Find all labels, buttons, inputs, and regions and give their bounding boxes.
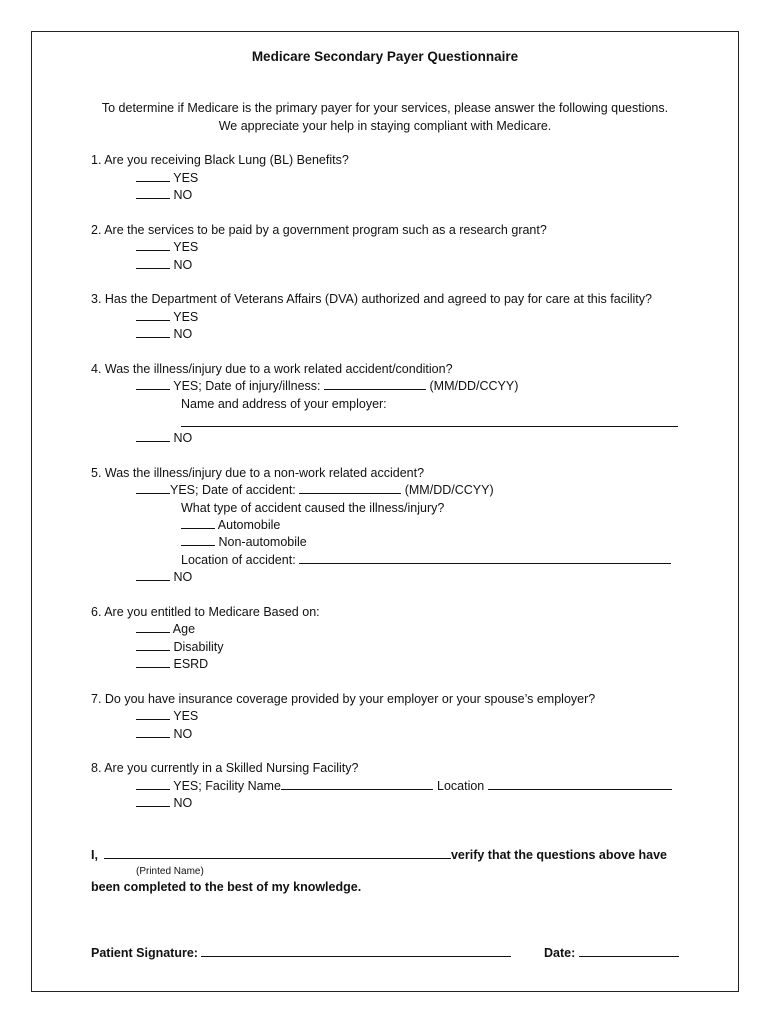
printed-name-field[interactable]: [104, 847, 451, 859]
q6-esrd-label: ESRD: [173, 657, 209, 671]
q5-location-row[interactable]: [181, 552, 671, 568]
question-5: 5. Was the illness/injury due to a non-work related accident?: [91, 466, 425, 480]
q8-yes-option[interactable]: [136, 778, 433, 794]
q1-no-option[interactable]: [136, 187, 192, 203]
q4-employer-label: Name and address of your employer:: [181, 397, 387, 411]
q1-yes-option[interactable]: [136, 170, 198, 186]
q7-yes-label: YES: [173, 709, 199, 723]
patient-signature-label: Patient Signature:: [91, 946, 198, 960]
q2-yes-blank[interactable]: [136, 239, 170, 251]
verify-statement[interactable]: [91, 847, 667, 863]
date-row[interactable]: [544, 945, 679, 961]
q6-age-option[interactable]: [136, 621, 195, 637]
q5-auto-blank[interactable]: [181, 517, 215, 529]
q3-no-label: NO: [173, 327, 193, 341]
q4-yes-label: YES; Date of injury/illness:: [173, 379, 321, 393]
verify-statement-line-2: been completed to the best of my knowledge.: [91, 880, 362, 894]
q3-no-blank[interactable]: [136, 326, 170, 338]
patient-signature-field[interactable]: [201, 945, 511, 957]
q8-no-label: NO: [173, 796, 193, 810]
q6-age-blank[interactable]: [136, 621, 170, 633]
q5-auto-label: Automobile: [217, 518, 281, 532]
q2-no-blank[interactable]: [136, 257, 170, 269]
q6-esrd-option[interactable]: [136, 656, 208, 672]
q3-yes-label: YES: [173, 310, 199, 324]
question-8: 8. Are you currently in a Skilled Nursing Facility?: [91, 761, 359, 775]
q7-yes-blank[interactable]: [136, 708, 170, 720]
q2-yes-option[interactable]: [136, 239, 198, 255]
question-3: 3. Has the Department of Veterans Affairs (DVA) authorized and agreed to pay for care at this facility?: [91, 292, 652, 306]
q5-non-auto-blank[interactable]: [181, 534, 215, 546]
q5-non-auto-label: Non-automobile: [218, 535, 307, 549]
q7-no-option[interactable]: [136, 726, 192, 742]
q1-yes-label: YES: [173, 171, 199, 185]
date-field[interactable]: [579, 945, 679, 957]
q4-no-blank[interactable]: [136, 430, 170, 442]
question-2: 2. Are the services to be paid by a government program such as a research grant?: [91, 223, 547, 237]
question-1: 1. Are you receiving Black Lung (BL) Benefits?: [91, 153, 349, 167]
date-label: Date:: [544, 946, 576, 960]
intro-text-line-1: To determine if Medicare is the primary payer for your services, please answer the following questions.: [101, 101, 669, 115]
q3-no-option[interactable]: [136, 326, 192, 342]
question-6: 6. Are you entitled to Medicare Based on:: [91, 605, 320, 619]
q6-disability-option[interactable]: [136, 639, 224, 655]
q7-no-label: NO: [173, 727, 193, 741]
printed-name-caption: (Printed Name): [136, 866, 204, 877]
q7-yes-option[interactable]: [136, 708, 198, 724]
page-title: Medicare Secondary Payer Questionnaire: [251, 49, 519, 64]
q6-disability-blank[interactable]: [136, 639, 170, 651]
q8-location-label: Location: [437, 779, 485, 793]
q2-no-option[interactable]: [136, 257, 192, 273]
q6-esrd-blank[interactable]: [136, 656, 170, 668]
question-7: 7. Do you have insurance coverage provided by your employer or your spouse’s employer?: [91, 692, 596, 706]
q4-no-option[interactable]: [136, 430, 192, 446]
q4-no-label: NO: [173, 431, 193, 445]
q5-non-auto-option[interactable]: [181, 534, 307, 550]
q5-no-blank[interactable]: [136, 569, 170, 581]
q5-yes-label: YES; Date of accident:: [170, 483, 296, 497]
q7-no-blank[interactable]: [136, 726, 170, 738]
q4-yes-option[interactable]: [136, 378, 518, 394]
q5-type-question: What type of accident caused the illness/injury?: [181, 501, 445, 515]
q8-no-blank[interactable]: [136, 795, 170, 807]
q5-no-option[interactable]: [136, 569, 192, 585]
q5-auto-option[interactable]: [181, 517, 280, 533]
intro-text-line-2: We appreciate your help in staying compliant with Medicare.: [218, 119, 552, 133]
q4-yes-blank[interactable]: [136, 378, 170, 390]
q2-yes-label: YES: [173, 240, 199, 254]
q4-employer-field[interactable]: [181, 426, 678, 427]
q8-no-option[interactable]: [136, 795, 192, 811]
q5-date-format: (MM/DD/CCYY): [404, 483, 494, 497]
verify-suffix: verify that the questions above have: [450, 848, 667, 862]
verify-prefix: I,: [91, 848, 98, 862]
q6-age-label: Age: [172, 622, 196, 636]
patient-signature-row[interactable]: [91, 945, 511, 961]
q5-date-field[interactable]: [299, 482, 401, 494]
q8-yes-blank[interactable]: [136, 778, 170, 790]
q5-location-label: Location of accident:: [181, 553, 296, 567]
q1-no-blank[interactable]: [136, 187, 170, 199]
q2-no-label: NO: [173, 258, 193, 272]
q8-facility-name-field[interactable]: [281, 778, 433, 790]
q1-yes-blank[interactable]: [136, 170, 170, 182]
q8-location-field[interactable]: [488, 778, 672, 790]
q4-date-format: (MM/DD/CCYY): [429, 379, 519, 393]
q5-no-label: NO: [173, 570, 193, 584]
question-4: 4. Was the illness/injury due to a work related accident/condition?: [91, 362, 453, 376]
q3-yes-blank[interactable]: [136, 309, 170, 321]
q1-no-label: NO: [173, 188, 193, 202]
q8-location-row[interactable]: [437, 778, 672, 794]
q6-disability-label: Disability: [173, 640, 224, 654]
q5-yes-option[interactable]: [136, 482, 494, 498]
q8-yes-label: YES; Facility Name: [173, 779, 281, 793]
q5-location-field[interactable]: [299, 552, 671, 564]
q4-date-field[interactable]: [324, 378, 426, 390]
q5-yes-blank[interactable]: [136, 482, 170, 494]
q3-yes-option[interactable]: [136, 309, 198, 325]
